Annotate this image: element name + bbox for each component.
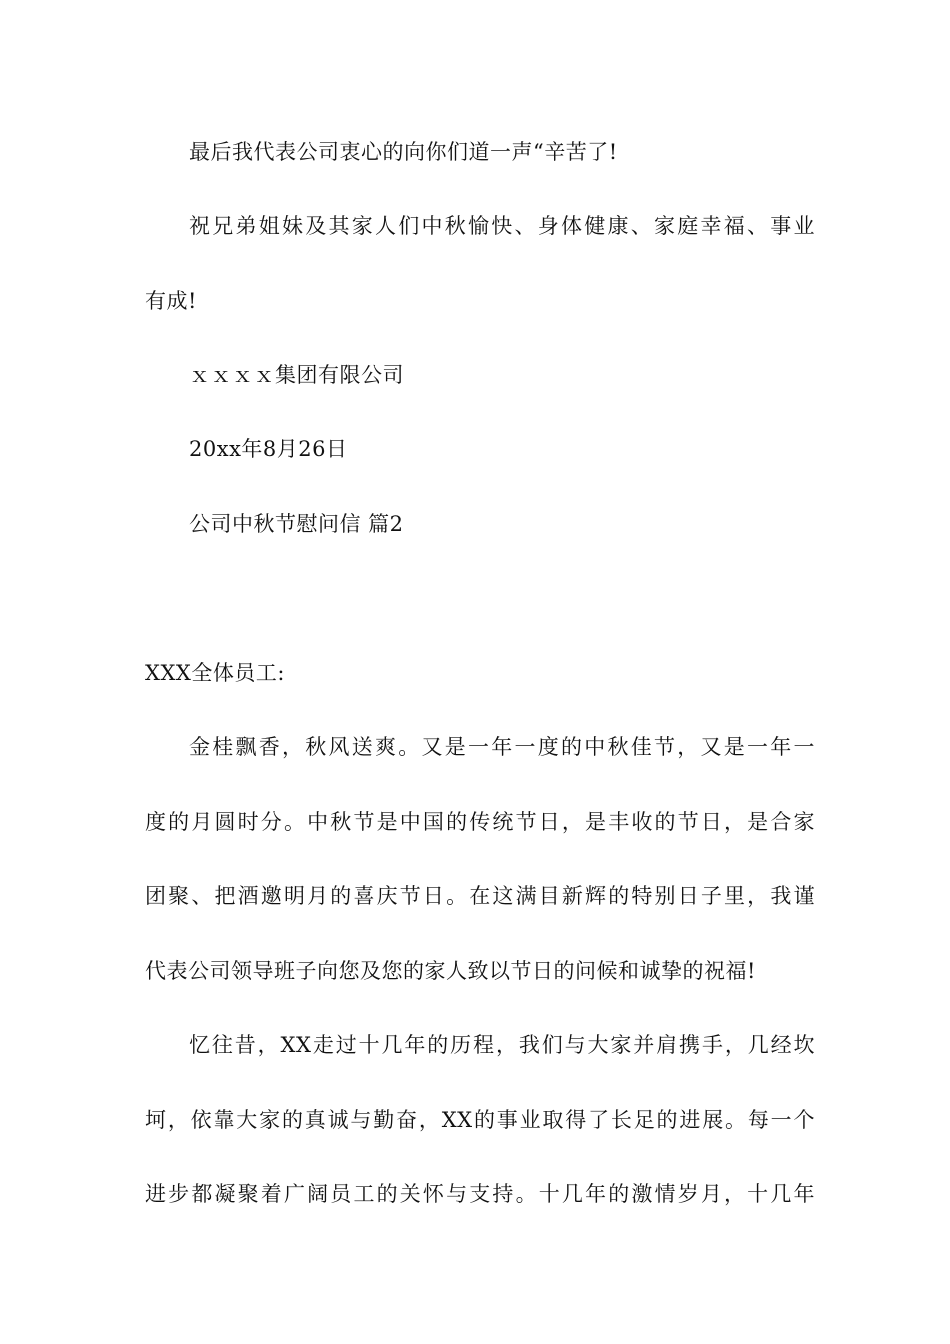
- blessing-line-1: 祝兄弟姐妹及其家人们中秋愉快、身体健康、家庭幸福、事业: [189, 214, 815, 238]
- paragraph-1-line-3: 团聚、把酒邀明月的喜庆节日。在这满目新辉的特别日子里，我谨: [145, 884, 815, 908]
- closing-thanks-line: 最后我代表公司衷心的向你们道一声“辛苦了!: [189, 140, 618, 164]
- signature-date: 20xx年8月26日: [189, 437, 348, 461]
- blessing-line-2: 有成!: [145, 289, 197, 313]
- salutation: XXX全体员工:: [145, 661, 285, 685]
- paragraph-1-line-4: 代表公司领导班子向您及您的家人致以节日的问候和诚挚的祝福!: [145, 959, 756, 983]
- signature-company: ｘｘｘｘ集团有限公司: [189, 363, 404, 387]
- paragraph-2-line-1: 忆往昔，XX走过十几年的历程，我们与大家并肩携手，几经坎: [189, 1033, 815, 1057]
- paragraph-2-line-3: 进步都凝聚着广阔员工的关怀与支持。十几年的激情岁月，十几年: [145, 1182, 815, 1206]
- paragraph-2-line-2: 坷，依靠大家的真诚与勤奋，XX的事业取得了长足的进展。每一个: [145, 1108, 815, 1132]
- paragraph-1-line-1: 金桂飘香，秋风送爽。又是一年一度的中秋佳节，又是一年一: [189, 735, 815, 759]
- paragraph-1-line-2: 度的月圆时分。中秋节是中国的传统节日，是丰收的节日，是合家: [145, 810, 815, 834]
- section-heading: 公司中秋节慰问信 篇2: [189, 512, 404, 536]
